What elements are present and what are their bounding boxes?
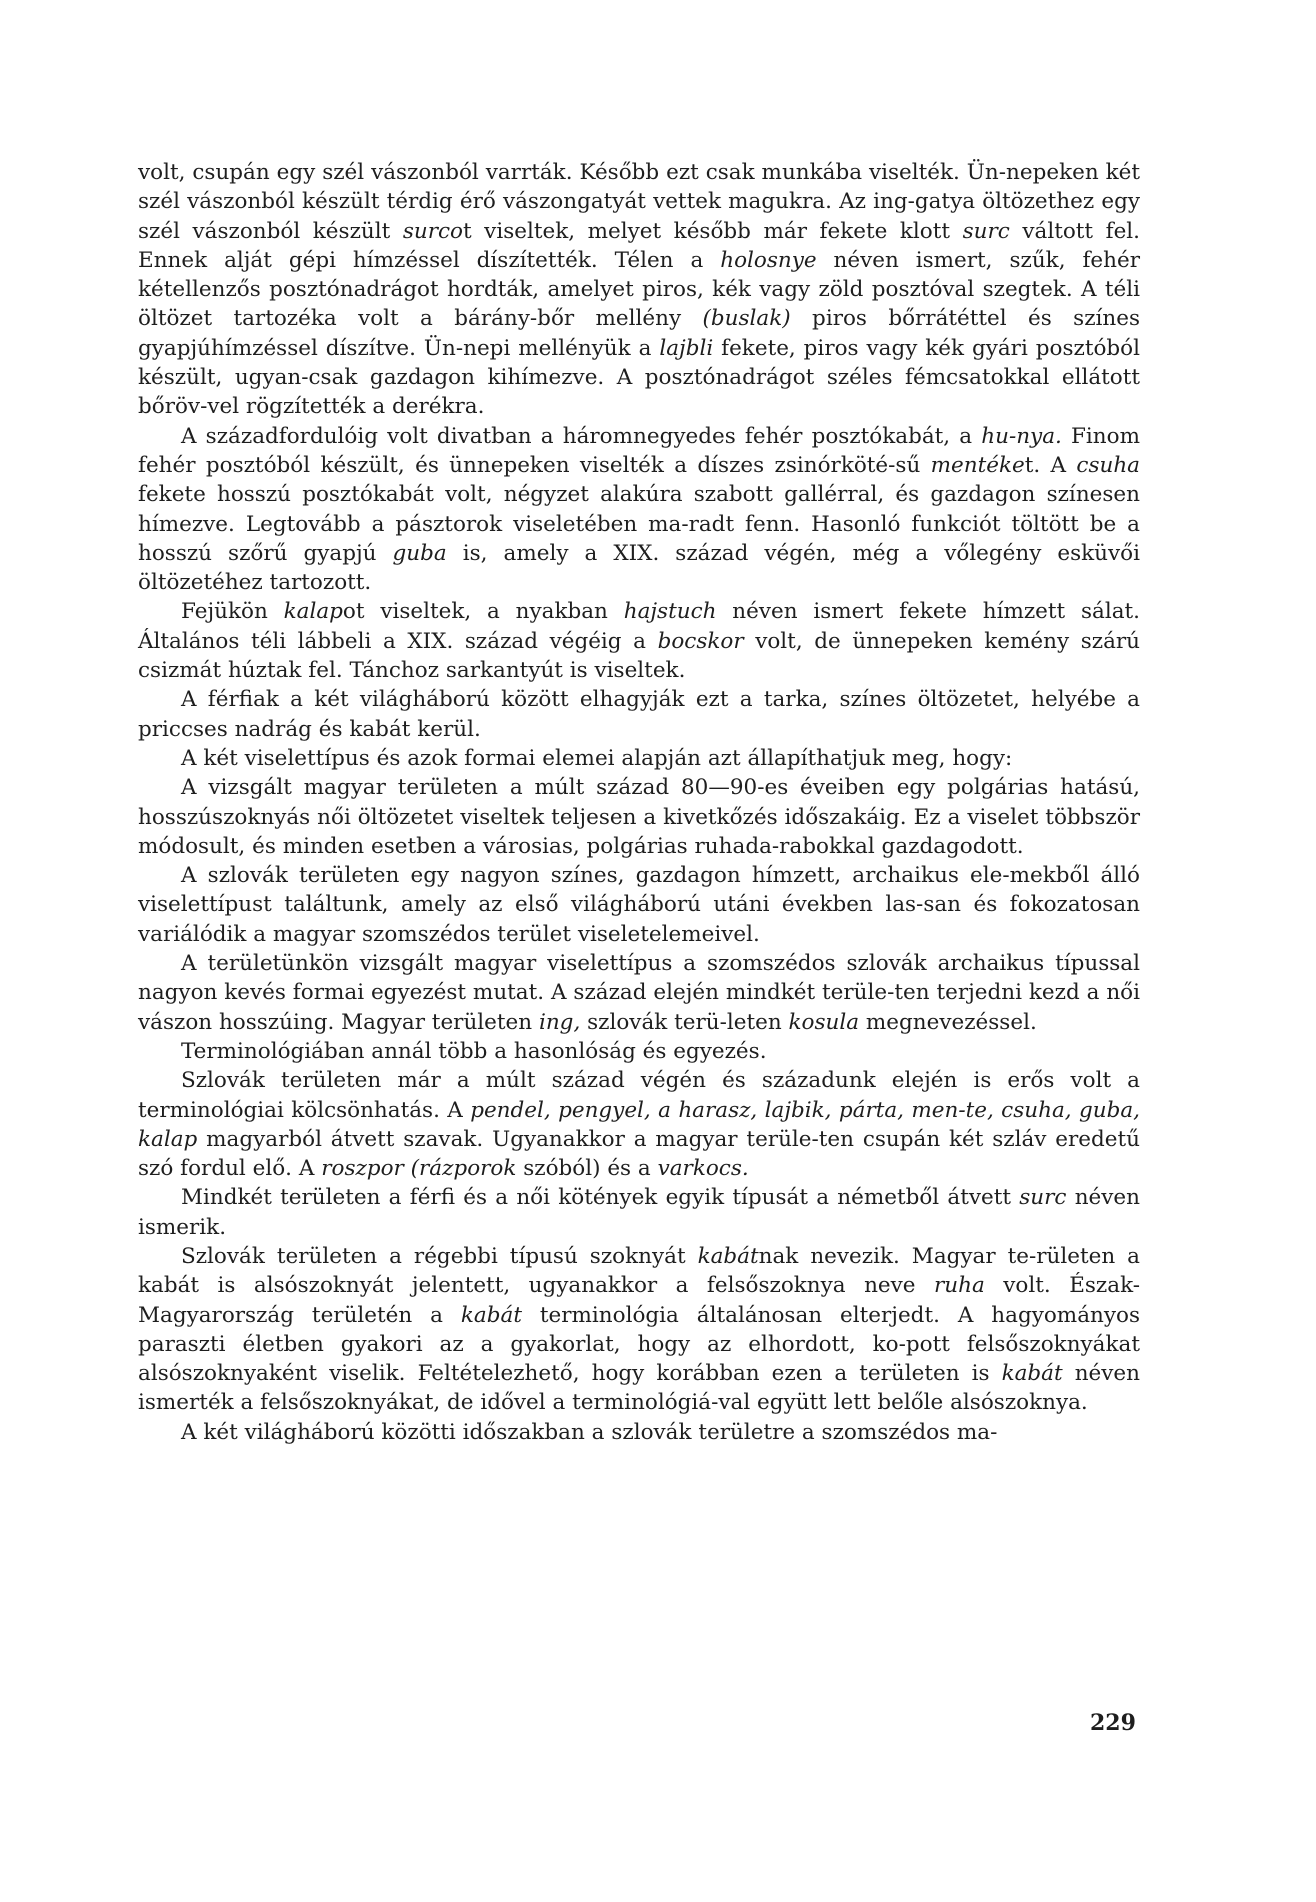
text-run: A vizsgált magyar területen a múlt század 80—90-es éveiben egy polgárias hatású, hosszúszoknyás női öltözetet viseltek teljesen a kivetkőzés időszakáig. Ez a viselet többször módosult, és minden esetben a városias, polgárias ruhada-rabokkal gazdagodott. [138,775,1140,859]
italic-term: hajstuch [623,599,717,625]
italic-term: surco [402,218,463,244]
text-run: váltott fel. Ennek alját gépi hímzéssel díszítették. Télen a [138,218,1141,273]
paragraph [138,685,1140,744]
text-run: A szlovák területen egy nagyon színes, gazdagon hímzett, archaikus ele-mekből álló viselettípust találtunk, amely az első világháború utáni években las-san és fokozatosan variálódik a magyar szomszédos terület viseletelemeivel. [138,863,1140,947]
text-run: néven ismert, szűk, fehér kétellenzős posztónadrágot hordták, amelyet piros, kék vagy zöld posztóval szegtek. A téli öltözet tartozéka volt a bárány-bőr mellény [138,247,1140,332]
text-run: volt. Észak-Magyarország területén a [138,1273,1140,1328]
italic-term: csuha [1076,452,1140,478]
text-run: A két viselettípus és azok formai elemei alapján azt állapíthatjuk meg, hogy: [181,745,1013,771]
text-run: Szlovák területen már a múlt század végén és századunk elején is erős volt a terminológiai kölcsönhatás. A [138,1068,1140,1123]
italic-term: hu-nya. [981,423,1062,449]
text-run: A férfiak a két világháború között elhagyják ezt a tarka, színes öltözetet, helyébe a priccses nadrág és kabát kerül. [138,687,1140,742]
body-text [138,158,1140,1447]
text-run: magyarból átvett szavak. Ugyanakkor a magyar terüle-ten csupán két szláv eredetű szó fordul elő. A [138,1126,1140,1182]
italic-term: kabát [697,1243,759,1269]
text-run: volt, de ünnepeken kemény szárú csizmát húztak fel. Tánchoz sarkantyút is viseltek. [138,628,1141,684]
text-run: néven ismert fekete hímzett sálat. Általános téli lábbeli a XIX. század végéig a [138,599,1140,654]
text-run: szlovák terü-leten [580,1009,789,1035]
italic-term: roszpor (rázporok [321,1156,517,1182]
paragraph [138,1418,1140,1447]
paragraph [138,158,1140,422]
italic-term: varkocs. [657,1156,749,1182]
text-run: ot viseltek, a nyakban [342,599,624,625]
italic-term: bocskor [657,628,744,654]
text-run: Terminológiában annál több a hasonlóság és egyezés. [181,1038,767,1064]
paragraph [138,1066,1140,1183]
text-run: Szlovák területen a régebbi típusú szoknyát [181,1243,698,1269]
text-run: volt, csupán egy szél vászonból varrták. Később ezt csak munkába viselték. Ün-nepeken két szél vászonból készült térdig érő vászongatyát vettek magukra. Az ing-gatya öltözethez egy szél vászonból készült [138,160,1140,244]
italic-term: ing, [538,1009,581,1035]
text-run: néven ismerték a felsőszoknyákat, de idővel a terminológiá-val együtt lett belőle alsószoknya. [138,1361,1140,1416]
italic-term: kabát [460,1302,522,1328]
italic-term: ruha [934,1273,985,1299]
paragraph [138,773,1140,861]
paragraph [138,949,1140,1037]
italic-term: holosnye [720,247,817,273]
text-run: terminológia általánosan elterjedt. A hagyományos paraszti életben gyakori az a gyakorlat, hogy az elhordott, ko-pott felsőszoknyákat alsószoknyaként viselik. Feltételezhető, hogy korábban ezen a területen is [138,1302,1140,1387]
italic-term: kalap [283,599,343,625]
text-run: Fejükön [181,599,284,625]
italic-term: surc [1019,1185,1067,1211]
italic-term: surc [962,218,1010,244]
italic-term: pendel, pengyel, a harasz, lajbik, párta, men-te, csuha, guba, kalap [138,1097,1140,1152]
italic-term: (buslak) [702,306,791,332]
paragraph [138,861,1140,949]
italic-term: guba [392,540,447,566]
text-run: Mindkét területen a férfi és a női kötények egyik típusát a németből átvett [181,1185,1020,1211]
text-run: is, amely a XIX. század végén, még a vőlegény esküvői öltözetéhez tartozott. [138,540,1140,596]
text-run: fekete, piros vagy kék gyári posztóból készült, ugyan-csak gazdagon kihímezve. A posztónadrágot széles fémcsatokkal ellátott bőröv-vel rögzítették a derékra. [138,335,1140,420]
paragraph [138,1037,1140,1066]
text-run: A századfordulóig volt divatban a háromnegyedes fehér posztókabát, a [181,423,982,449]
text-run: t viseltek, melyet később már fekete klott [462,218,963,244]
paragraph [138,422,1140,598]
text-run: szóból) és a [516,1156,658,1182]
italic-term: kosula [788,1009,860,1035]
text-run: A területünkön vizsgált magyar viselettípus a szomszédos szlovák archaikus típussal nagyon kevés formai egyezést mutat. A század elején mindkét terüle-ten terjedni kezd a női vászon hosszúing. Magyar területen [138,951,1140,1035]
text-run: néven ismerik. [138,1185,1140,1240]
italic-term: kabát [1001,1361,1063,1387]
text-run: t. A [1024,452,1077,478]
text-run: Finom fehér posztóból készült, és ünnepeken viselték a díszes zsinórköté-sű [138,423,1140,478]
text-run: nak nevezik. Magyar te-rületen a kabát is alsószoknyát jelentett, ugyanakkor a felsőszoknya neve [138,1243,1140,1299]
italic-term: mentéke [930,452,1025,478]
italic-term: lajbli [659,335,714,361]
text-run: A két világháború közötti időszakban a szlovák területre a szomszédos ma- [181,1419,998,1445]
text-run: fekete hosszú posztókabát volt, négyzet alakúra szabott gallérral, és gazdagon színesen hímezve. Legtovább a pásztorok viseletében ma-radt fenn. Hasonló funkciót töltött be a hosszú szőrű gyapjú [138,482,1140,566]
text-run: piros bőrrátéttel és színes gyapjúhímzéssel díszítve. Ün-nepi mellényük a [138,306,1140,361]
paragraph [138,597,1140,685]
paragraph [138,744,1140,773]
paragraph [138,1242,1140,1418]
paragraph [138,1183,1140,1242]
text-run: megnevezéssel. [859,1009,1037,1035]
page-number: 229 [1090,1710,1136,1736]
